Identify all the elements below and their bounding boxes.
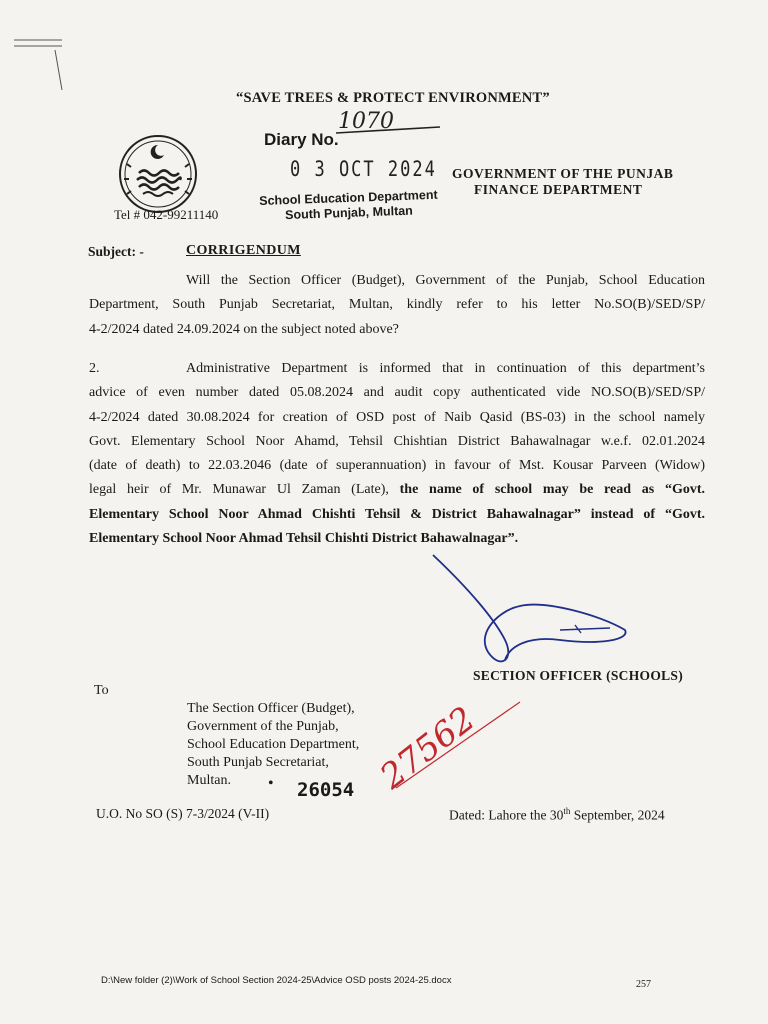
para1-line: Department, South Punjab Secretariat, Multan, kindly refer to his letter No.SO(B)/SED/SP/ [89, 297, 705, 313]
para2-line: (date of death) to 22.03.2046 (date of superannuation) in favour of Mst. Kousar Parveen (Widow) [89, 458, 705, 474]
diary-number-handwritten: 1070 [338, 109, 394, 134]
diary-label: Diary No. [264, 130, 339, 149]
paragraph-1 [89, 269, 705, 342]
para2-line: advice of even number dated 05.08.2024 and audit copy authenticated vide NO.SO(B)/SED/SP/ [89, 385, 705, 401]
page-number: 257 [636, 979, 651, 990]
punjab-emblem-logo [117, 133, 199, 215]
to-label: To [94, 683, 109, 698]
address-line: Multan. [187, 773, 231, 788]
signatory-designation: SECTION OFFICER (SCHOOLS) [473, 668, 684, 683]
para2-line-mixed [89, 478, 705, 502]
para2-line-bold: Elementary School Noor Ahmad Tehsil Chishti District Bahawalnagar”. [89, 531, 519, 547]
para2-line: Govt. Elementary School Noor Ahamd, Tehsil Chishtian District Bahawalnagar w.e.f. 02.01.2024 [89, 433, 705, 449]
footer-file-path: D:\New folder (2)\Work of School Section 2024-25\Advice OSD posts 2024-25.docx [101, 975, 452, 986]
para1-line: 4-2/2024 dated 24.09.2024 on the subject noted above? [89, 321, 399, 337]
subject-title: CORRIGENDUM [186, 243, 301, 258]
para2-line: Administrative Department is informed that in continuation of this department’s [186, 361, 705, 376]
para2-line6-plain: legal heir of Mr. Munawar Ul Zaman (Late), [89, 482, 389, 498]
received-stamp-date: 0 3 OCT 2024 [290, 157, 437, 182]
address-line: Government of the Punjab, [187, 719, 339, 734]
signature-icon [433, 555, 626, 661]
dated-line [449, 806, 665, 824]
handwritten-red-number: 27562 [372, 698, 483, 798]
para2-number: 2. [89, 361, 100, 376]
paragraph-2 [89, 357, 705, 551]
motto-heading: “SAVE TREES & PROTECT ENVIRONMENT” [236, 90, 550, 106]
margin-mark [14, 40, 62, 90]
received-stamp-department [259, 188, 438, 224]
address-line: South Punjab Secretariat, [187, 755, 329, 770]
stamp-dept-line1: School Education Department [259, 187, 438, 208]
stamp-dept-line2: South Punjab, Multan [284, 203, 414, 223]
dated-sup: th [563, 806, 571, 816]
department-heading: FINANCE DEPARTMENT [474, 182, 643, 197]
para2-line6-bold: the name of school may be read as “Govt. [399, 482, 706, 498]
red-underline [396, 702, 520, 788]
para1-line: Will the Section Officer (Budget), Government of the Punjab, School Education [186, 273, 705, 288]
uo-number: U.O. No SO (S) 7-3/2024 (V-II) [96, 806, 270, 821]
government-heading: GOVERNMENT OF THE PUNJAB [452, 166, 674, 181]
para2-line1-wrap [89, 357, 705, 381]
para2-line: 4-2/2024 dated 30.08.2024 for creation of OSD post of Naib Qasid (BS-03) in the school namely [89, 409, 705, 425]
dated-suffix: September, 2024 [570, 807, 665, 823]
para2-line-bold: Elementary School Noor Ahmad Chishti Tehsil & District Bahawalnagar” instead of “Govt. [89, 506, 705, 522]
dated-prefix: Dated: Lahore the 30 [449, 807, 564, 823]
subject-label: Subject: - [88, 244, 144, 259]
address-line: School Education Department, [187, 737, 360, 752]
telephone-number: Tel # 042-99211140 [114, 207, 219, 222]
bullet-mark: • [268, 775, 274, 792]
stamped-number: 26054 [297, 779, 355, 801]
address-line: The Section Officer (Budget), [187, 701, 355, 716]
